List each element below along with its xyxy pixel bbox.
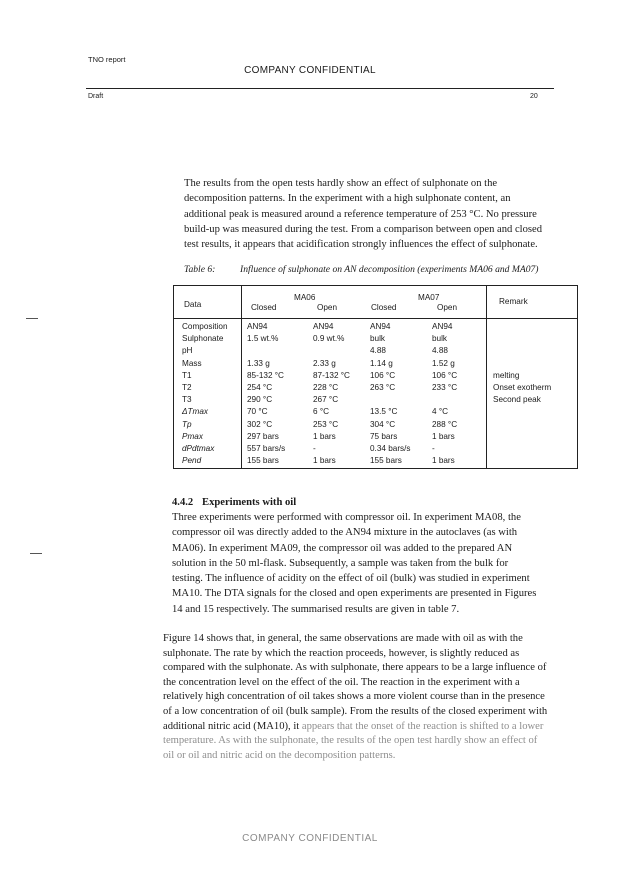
table-cell: 288 °C: [432, 419, 458, 429]
table-row-label: dPdtmax: [182, 444, 215, 453]
table-row-label: T2: [182, 383, 192, 392]
table-cell: 1 bars: [432, 456, 455, 466]
table-caption-text: Influence of sulphonate on AN decomposition (experiments MA06 and MA07): [240, 264, 539, 275]
table-row-label: Tp: [182, 419, 192, 429]
table-cell: 263 °C: [370, 383, 396, 392]
table-header-rule: [174, 318, 577, 319]
table-cell: 106 °C: [432, 370, 458, 380]
table-row-label: ΔTmax: [182, 407, 208, 417]
table-row-label: pH: [182, 346, 193, 356]
table-row-label: Pmax: [182, 431, 203, 441]
table-cell: 254 °C: [247, 383, 273, 392]
table-cell: 233 °C: [432, 383, 458, 392]
table-cell: 1 bars: [313, 456, 336, 466]
table-cell: 106 °C: [370, 370, 396, 380]
section-heading: [172, 497, 296, 508]
table-column-divider: [486, 286, 487, 468]
table-row-label: Pend: [182, 456, 202, 466]
section-title: Experiments with oil: [202, 497, 297, 508]
table-cell: 290 °C: [247, 395, 273, 405]
table-cell: 1.52 g: [432, 358, 455, 368]
intro-paragraph: The results from the open tests hardly show an effect of sulphonate on the decomposition patterns. In the experiment with a high sulphonate content, an additional peak is measured around a reference temperature of 253 °C. No pressure build-up was measured during the test. From a comparison between open and closed test results, it appears that acidification strongly influences the effect of sulphonate.: [184, 178, 543, 251]
table-cell: 228 °C: [313, 383, 339, 392]
table-cell: 253 °C: [313, 419, 339, 429]
header-rule: [86, 88, 554, 89]
table-row-label: Mass: [182, 358, 202, 368]
table-cell: AN94: [247, 322, 268, 331]
table-cell: 267 °C: [313, 395, 339, 405]
table-cell-remark: Onset exotherm: [493, 383, 552, 392]
table-cell: 4.88: [370, 346, 386, 356]
figure14-text: Figure 14 shows that, in general, the same observations are made with oil as with the sulphonate. The rate by which the reaction proceeds, however, is slightly reduced as compared with the sulphonate. As with sulphonate, there appears to be a large influence of the concentration level on the effect of the oil. The reaction in the experiment with a relatively high concentration of oil takes shows a more violent course than in the presence of a low concentration of oil (bulk sample). From the results of the closed experiment with additional nitric acid (MA10), it: [163, 633, 548, 732]
header-remark: Remark: [499, 297, 528, 306]
table-cell: 1.33 g: [247, 358, 270, 368]
figure14-text-faded: appears that the onset of the reaction is shifted to a lower temperature. As with the sulphonate, the results of the open test hardly show an effect of oil or oil and nitric acid on the decomposition patterns.: [163, 720, 544, 761]
figure14-paragraph: [163, 632, 549, 763]
table-cell: 1 bars: [313, 431, 336, 441]
header-ma06: MA06: [294, 293, 316, 302]
data-table: [173, 285, 578, 469]
table-cell: 0.9 wt.%: [313, 334, 345, 344]
table-caption: [184, 264, 564, 275]
table-cell: 4.88: [432, 346, 448, 356]
table-row-label: Composition: [182, 322, 228, 331]
table-cell: 304 °C: [370, 419, 396, 429]
table-cell: bulk: [370, 334, 386, 344]
table-row-label: Sulphonate: [182, 334, 224, 344]
header-open: Open: [437, 303, 458, 312]
table-row-label: T1: [182, 370, 192, 380]
table-cell: 1 bars: [432, 431, 455, 441]
header-open: Open: [317, 303, 338, 312]
page-number: 20: [530, 93, 538, 100]
scan-mark: [26, 318, 38, 319]
table-caption-number: Table 6:: [184, 264, 216, 275]
table-cell: 75 bars: [370, 431, 398, 441]
draft-label: Draft: [88, 93, 104, 100]
table-cell: 0.34 bars/s: [370, 444, 411, 453]
oil-paragraph: Three experiments were performed with compressor oil. In experiment MA08, the compressor oil was directly added to the AN94 mixture in the autoclaves (as with MA06). In experiment MA09, the compressor oil was added to the prepared AN solution in the 50 ml-flask. Subsequently, a sample was taken from the bulk for testing. The influence of acidity on the effect of oil (bulk) was studied in experiment MA10. The DTA signals for the closed and open experiments are presented in Figures 14 and 15 respectively. The summarised results are given in table 7.: [172, 512, 537, 615]
table-cell: 6 °C: [313, 407, 330, 417]
report-label: TNO report: [88, 55, 126, 64]
table-cell: AN94: [313, 322, 334, 331]
header-closed: Closed: [371, 303, 397, 312]
table-cell: bulk: [432, 334, 448, 344]
table-cell: 155 bars: [247, 456, 279, 466]
table-row-label: T3: [182, 395, 192, 405]
table-cell: 2.33 g: [313, 358, 336, 368]
table-cell: 1.5 wt.%: [247, 334, 279, 344]
table-cell-remark: Second peak: [493, 395, 541, 405]
table-cell: 1.14 g: [370, 358, 393, 368]
table-cell: AN94: [432, 322, 453, 331]
scan-mark: [30, 553, 42, 554]
table-cell: -: [313, 444, 316, 453]
table-cell-remark: melting: [493, 370, 520, 380]
table-cell: 155 bars: [370, 456, 402, 466]
table-column-divider: [241, 286, 242, 468]
table-cell: 70 °C: [247, 407, 268, 417]
confidential-header: COMPANY CONFIDENTIAL: [244, 65, 376, 76]
table-cell: 13.5 °C: [370, 407, 398, 417]
header-closed: Closed: [251, 303, 277, 312]
header-ma07: MA07: [418, 293, 440, 302]
table-cell: 85-132 °C: [247, 370, 284, 380]
header-data: Data: [184, 300, 202, 309]
table-cell: 302 °C: [247, 419, 273, 429]
table-cell: 4 °C: [432, 407, 449, 417]
table-cell: -: [432, 444, 435, 453]
section-number: 4.4.2: [172, 497, 194, 508]
confidential-footer: COMPANY CONFIDENTIAL: [242, 833, 378, 844]
table-cell: 557 bars/s: [247, 444, 286, 453]
table-cell: 297 bars: [247, 431, 279, 441]
table-cell: 87-132 °C: [313, 370, 350, 380]
table-cell: AN94: [370, 322, 391, 331]
